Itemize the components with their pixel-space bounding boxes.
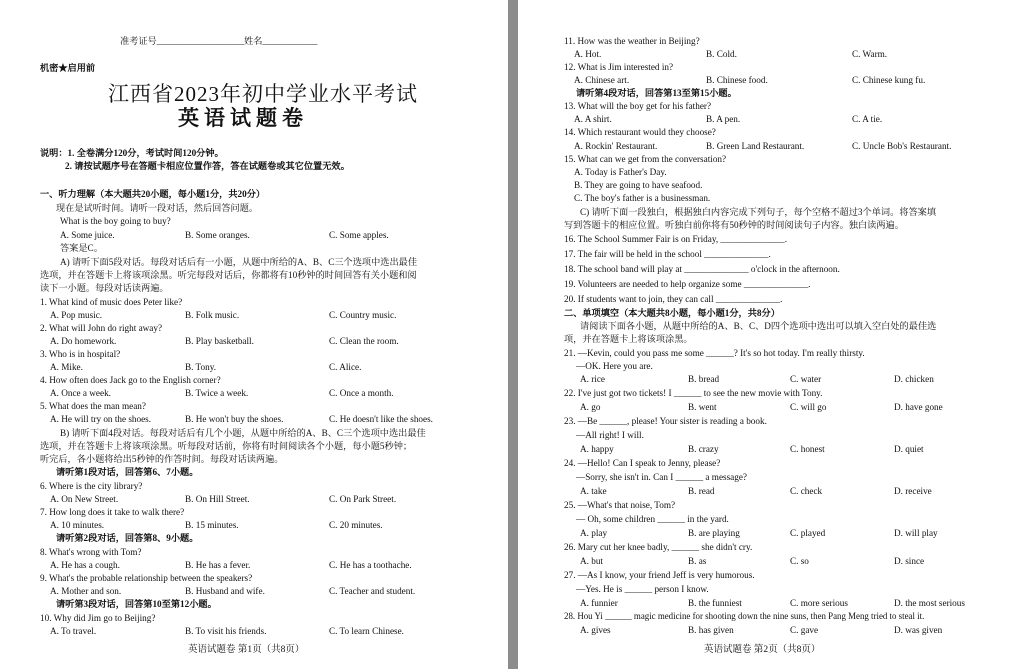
listen-instruction: 请听第3段对话，回答第10至第12小题。 bbox=[56, 599, 217, 609]
question-text: 3. Who is in hospital? bbox=[40, 349, 121, 359]
part-a-instructions: A) 请听下面5段对话。每段对话后有一小题，从题中所给的A、B、C三个选项中选出最佳 bbox=[60, 257, 418, 267]
answer-option: D. since bbox=[894, 556, 925, 566]
question-text: 8. What's wrong with Tom? bbox=[40, 547, 142, 557]
answer-option: A. Pop music. bbox=[50, 310, 103, 320]
fill-in-question: 18. The school band will play at ______________ o'clock in the afternoon. bbox=[564, 264, 840, 274]
question-text: 23. —Be ______, please! Your sister is reading a book. bbox=[564, 416, 767, 426]
answer-option: B. They are going to have seafood. bbox=[574, 180, 703, 190]
answer-option: D. receive bbox=[894, 486, 932, 496]
question-text: 4. How often does Jack go to the English corner? bbox=[40, 375, 221, 385]
answer-option: B. 15 minutes. bbox=[185, 520, 239, 530]
question-text: —All right! I will. bbox=[576, 430, 644, 440]
answer-option: A. Mike. bbox=[50, 362, 83, 372]
question-text: 26. Mary cut her knee badly, ______ she didn't cry. bbox=[564, 542, 753, 552]
answer-option: B. went bbox=[688, 402, 717, 412]
instruction-note-2: 2. 请按试题序号在答题卡相应位置作答，答在试题卷或其它位置无效。 bbox=[65, 161, 350, 171]
answer-option: C. check bbox=[790, 486, 823, 496]
answer-option: C. He has a toothache. bbox=[329, 560, 412, 570]
answer-option: B. as bbox=[688, 556, 707, 566]
question-text: —Sorry, she isn't in. Can I ______ a message? bbox=[576, 472, 747, 482]
answer-option: D. will play bbox=[894, 528, 938, 538]
answer-option: B. He has a fever. bbox=[185, 560, 251, 570]
answer-option: A. To travel. bbox=[50, 626, 97, 636]
answer-option: A. Today is Father's Day. bbox=[574, 167, 667, 177]
example-option: C. Some apples. bbox=[329, 230, 389, 240]
answer-option: C. played bbox=[790, 528, 826, 538]
page-footer: 英语试题卷 第1页（共8页） bbox=[188, 645, 305, 655]
answer-option: C. To learn Chinese. bbox=[329, 626, 404, 636]
question-text: 7. How long does it take to walk there? bbox=[40, 507, 185, 517]
answer-option: A. take bbox=[580, 486, 607, 496]
answer-option: D. have gone bbox=[894, 402, 943, 412]
question-text: 14. Which restaurant would they choose? bbox=[564, 127, 716, 137]
part-a-instructions: 选项，并在答题卡上将该项涂黑。听完每段对话后，你都将有10秒钟的时间回答有关小题和阅 bbox=[40, 270, 417, 280]
answer-option: C. Once a month. bbox=[329, 388, 394, 398]
answer-option: A. Once a week. bbox=[50, 388, 111, 398]
question-text: 28. Hou Yi ______ magic medicine for shooting down the nine suns, then Pang Meng tried to steal it. bbox=[564, 611, 925, 621]
answer-option: C. Alice. bbox=[329, 362, 362, 372]
answer-option: C. 20 minutes. bbox=[329, 520, 383, 530]
question-text: 15. What can we get from the conversation? bbox=[564, 154, 727, 164]
answer-option: B. are playing bbox=[688, 528, 740, 538]
answer-option: A. Do homework. bbox=[50, 336, 117, 346]
part-b-instructions: B) 请听下面4段对话。每段对话后有几个小题，从题中所给的A、B、C三个选项中选出最佳 bbox=[60, 428, 426, 438]
answer-option: C. more serious bbox=[790, 598, 848, 608]
question-text: 2. What will John do right away? bbox=[40, 323, 163, 333]
exam-title: 江西省2023年初中学业水平考试 bbox=[108, 82, 418, 106]
part-b-instructions: 听完后，各小题将给出5秒钟的作答时间。每段对话读两遍。 bbox=[40, 454, 284, 464]
exam-page-1 bbox=[0, 0, 508, 669]
answer-option: B. He won't buy the shoes. bbox=[185, 414, 284, 424]
answer-option: A. 10 minutes. bbox=[50, 520, 105, 530]
answer-option: D. the most serious bbox=[894, 598, 965, 608]
question-text: 5. What does the man mean? bbox=[40, 401, 146, 411]
answer-option: B. A pen. bbox=[706, 114, 741, 124]
instruction-note-1: 说明：1. 全卷满分120分，考试时间120分钟。 bbox=[40, 148, 224, 158]
listen-instruction: 请听第4段对话，回答第13至第15小题。 bbox=[576, 88, 737, 98]
example-option: A. Some juice. bbox=[60, 230, 115, 240]
answer-option: A. A shirt. bbox=[574, 114, 612, 124]
example-option: B. Some oranges. bbox=[185, 230, 250, 240]
answer-option: D. chicken bbox=[894, 374, 934, 384]
answer-option: C. honest bbox=[790, 444, 825, 454]
answer-option: A. Mother and son. bbox=[50, 586, 122, 596]
question-text: 12. What is Jim interested in? bbox=[564, 62, 674, 72]
answer-option: C. water bbox=[790, 374, 822, 384]
question-text: 13. What will the boy get for his father? bbox=[564, 101, 712, 111]
question-text: —OK. Here you are. bbox=[576, 361, 653, 371]
answer-option: A. play bbox=[580, 528, 608, 538]
fill-in-question: 17. The fair will be held in the school ______________. bbox=[564, 249, 771, 259]
answer-option: A. Chinese art. bbox=[574, 75, 630, 85]
question-text: 25. —What's that noise, Tom? bbox=[564, 500, 676, 510]
listen-instruction: 请听第2段对话，回答第8、9小题。 bbox=[56, 533, 199, 543]
section2-instructions: 项，并在答题卡上将该项涂黑。 bbox=[564, 334, 693, 344]
answer-option: D. was given bbox=[894, 625, 943, 635]
answer-option: B. Cold. bbox=[706, 49, 737, 59]
example-answer: 答案是C。 bbox=[60, 243, 103, 253]
answer-option: B. Twice a week. bbox=[185, 388, 249, 398]
answer-option: C. The boy's father is a businessman. bbox=[574, 193, 711, 203]
answer-option: B. Folk music. bbox=[185, 310, 240, 320]
question-text: 22. I've just got two tickets! I ______ to see the new movie with Tony. bbox=[564, 388, 823, 398]
answer-option: C. Uncle Bob's Restaurant. bbox=[852, 141, 952, 151]
answer-option: B. Husband and wife. bbox=[185, 586, 265, 596]
exam-subtitle: 英语试题卷 bbox=[178, 106, 308, 130]
question-text: 27. —As I know, your friend Jeff is very humorous. bbox=[564, 570, 755, 580]
answer-option: A. rice bbox=[580, 374, 605, 384]
answer-option: A. Hot. bbox=[574, 49, 602, 59]
question-text: 1. What kind of music does Peter like? bbox=[40, 297, 183, 307]
candidate-info-line: 准考证号___________________姓名____________ bbox=[120, 36, 318, 46]
answer-option: C. gave bbox=[790, 625, 819, 635]
answer-option: D. quiet bbox=[894, 444, 924, 454]
part-c-instructions: C) 请听下面一段独白，根据独白内容完成下列句子，每个空格不超过3个单词。将答案填 bbox=[580, 207, 937, 217]
answer-option: C. Chinese kung fu. bbox=[852, 75, 926, 85]
answer-option: B. read bbox=[688, 486, 715, 496]
page-gutter bbox=[508, 0, 518, 669]
answer-option: C. so bbox=[790, 556, 809, 566]
answer-option: C. A tie. bbox=[852, 114, 883, 124]
question-text: 11. How was the weather in Beijing? bbox=[564, 36, 700, 46]
question-text: — Oh, some children ______ in the yard. bbox=[576, 514, 729, 524]
answer-option: A. He has a cough. bbox=[50, 560, 120, 570]
answer-option: C. Clean the room. bbox=[329, 336, 399, 346]
answer-option: B. Tony. bbox=[185, 362, 217, 372]
exam-page-2 bbox=[518, 0, 1024, 669]
answer-option: B. has given bbox=[688, 625, 734, 635]
answer-option: C. Country music. bbox=[329, 310, 397, 320]
answer-option: B. crazy bbox=[688, 444, 719, 454]
answer-option: C. On Park Street. bbox=[329, 494, 397, 504]
answer-option: C. Warm. bbox=[852, 49, 888, 59]
section2-title: 二、单项填空（本大题共8小题，每小题1分，共8分） bbox=[564, 308, 780, 318]
question-text: 21. —Kevin, could you pass me some ______? It's so hot today. I'm really thirsty. bbox=[564, 348, 865, 358]
answer-option: B. Green Land Restaurant. bbox=[706, 141, 805, 151]
answer-option: A. but bbox=[580, 556, 603, 566]
confidential-label: 机密★启用前 bbox=[40, 63, 96, 73]
answer-option: C. Teacher and student. bbox=[329, 586, 416, 596]
answer-option: C. He doesn't like the shoes. bbox=[329, 414, 433, 424]
fill-in-question: 19. Volunteers are needed to help organize some ______________. bbox=[564, 279, 811, 289]
question-text: —Yes. He is ______ person I know. bbox=[576, 584, 709, 594]
answer-option: C. will go bbox=[790, 402, 827, 412]
answer-option: B. Chinese food. bbox=[706, 75, 768, 85]
fill-in-question: 20. If students want to join, they can call ______________. bbox=[564, 294, 783, 304]
answer-option: B. bread bbox=[688, 374, 720, 384]
page-footer: 英语试题卷 第2页（共8页） bbox=[704, 645, 821, 655]
listen-instruction: 请听第1段对话，回答第6、7小题。 bbox=[56, 467, 199, 477]
part-b-instructions: 选项，并在答题卡上将该项涂黑。听每段对话前，你将有时间阅读各个小题，每小题5秒钟； bbox=[40, 441, 413, 451]
answer-option: A. Rockin' Restaurant. bbox=[574, 141, 658, 151]
answer-option: A. He will try on the shoes. bbox=[50, 414, 152, 424]
answer-option: A. happy bbox=[580, 444, 614, 454]
answer-option: A. gives bbox=[580, 625, 611, 635]
question-text: 9. What's the probable relationship between the speakers? bbox=[40, 573, 253, 583]
section1-title: 一、听力理解（本大题共20小题，每小题1分，共20分） bbox=[40, 189, 266, 199]
answer-option: B. the funniest bbox=[688, 598, 742, 608]
part-a-instructions: 读下一小题。每段对话读两遍。 bbox=[40, 283, 169, 293]
answer-option: A. funnier bbox=[580, 598, 618, 608]
answer-option: A. On New Street. bbox=[50, 494, 119, 504]
question-text: 24. —Hello! Can I speak to Jenny, please? bbox=[564, 458, 721, 468]
answer-option: B. To visit his friends. bbox=[185, 626, 267, 636]
intro-line: 现在是试听时间。请听一段对话，然后回答问题。 bbox=[56, 203, 259, 213]
answer-option: A. go bbox=[580, 402, 601, 412]
section2-instructions: 请阅读下面各小题，从题中所给的A、B、C、D四个选项中选出可以填入空白处的最佳选 bbox=[580, 321, 937, 331]
part-c-instructions: 写到答题卡的相应位置。听独白前你将有50秒钟的时间阅读句子内容。独白读两遍。 bbox=[564, 220, 904, 230]
question-text: 10. Why did Jim go to Beijing? bbox=[40, 613, 156, 623]
answer-option: B. Play basketball. bbox=[185, 336, 254, 346]
fill-in-question: 16. The School Summer Fair is on Friday, ______________. bbox=[564, 234, 788, 244]
answer-option: B. On Hill Street. bbox=[185, 494, 250, 504]
question-text: 6. Where is the city library? bbox=[40, 481, 143, 491]
intro-line: What is the boy going to buy? bbox=[60, 216, 171, 226]
